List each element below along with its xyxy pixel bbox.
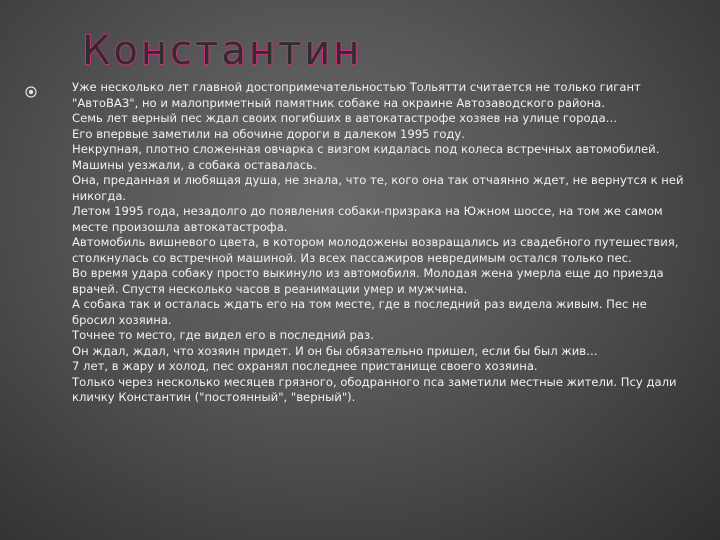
slide-title: Константин — [82, 28, 363, 74]
paragraph: Она, преданная и любящая душа, не знала, что те, кого она так отчаянно ждет, не вернутся к ней никогда. — [72, 173, 684, 203]
paragraph: Некрупная, плотно сложенная овчарка с визгом кидалась под колеса встречных автомобилей. Машины уезжали, а собака оставалась. — [72, 142, 660, 172]
paragraph: 7 лет, в жару и холод, пес охранял последнее пристанище своего хозяина. — [72, 359, 538, 373]
paragraph: Уже несколько лет главной достопримечательностью Тольятти считается не только гигант "АвтоВАЗ", но и малоприметный памятник собаке на окраине Автозаводского района. — [72, 80, 641, 110]
paragraph: Только через несколько месяцев грязного, ободранного пса заметили местные жители. Псу дали кличку Константин ("постоянный", "верный"). — [72, 374, 677, 404]
paragraph: Автомобиль вишневого цвета, в котором молодожены возвращались из свадебного путешествия, столкнулась со встречной машиной. Из всех пассажиров невредимым остался только пес. — [72, 235, 679, 265]
paragraph: А собака так и осталась ждать его на том месте, где в последний раз видела живым. Пес не бросил хозяина. — [72, 297, 647, 327]
paragraph: Он ждал, ждал, что хозяин придет. И он бы обязательно пришел, если бы был жив… — [72, 343, 598, 358]
paragraph: Семь лет верный пес ждал своих погибших в автокатастрофе хозяев на улице города… — [72, 111, 618, 125]
paragraph: Летом 1995 года, незадолго до появления собаки-призрака на Южном шоссе, на том же самом месте произошла автокатастрофа. — [72, 204, 663, 234]
target-bullet-icon — [25, 86, 37, 98]
paragraph: Во время удара собаку просто выкинуло из автомобиля. Молодая жена умерла еще до приезда врачей. Спустя несколько часов в реанимации умер и мужчина. — [72, 266, 664, 296]
paragraph: Его впервые заметили на обочине дороги в далеком 1995 году. — [72, 126, 465, 141]
slide-body — [72, 80, 692, 406]
paragraph: Точнее то место, где видел его в последний раз. — [72, 328, 374, 342]
